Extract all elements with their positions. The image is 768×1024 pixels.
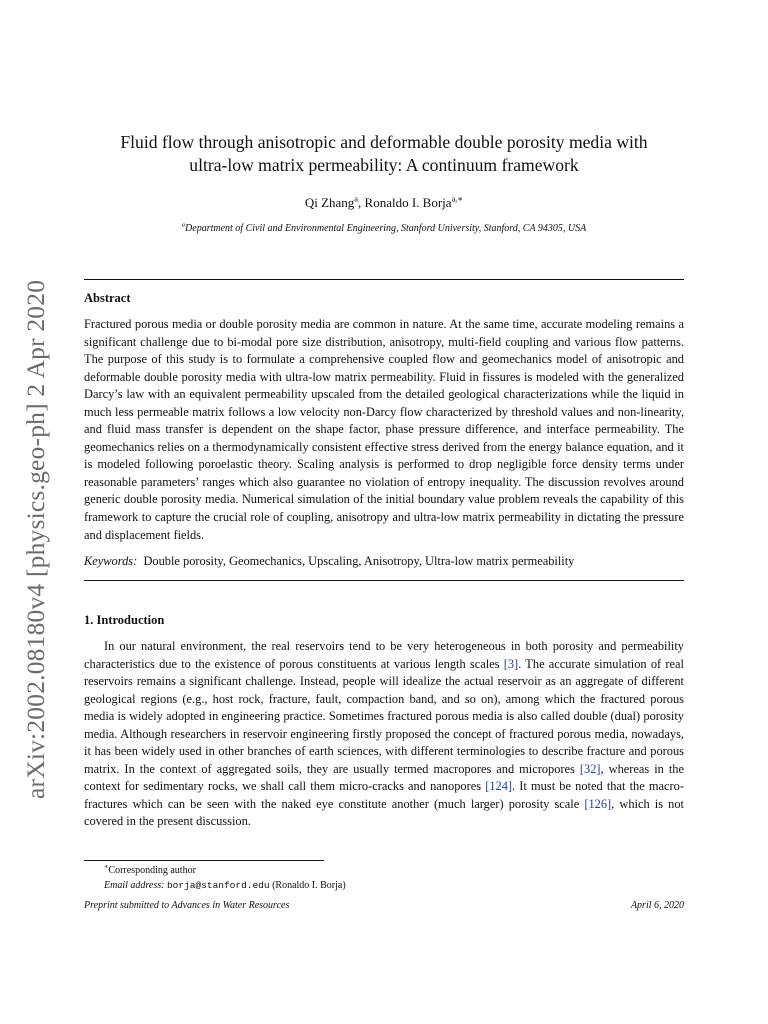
citation-link[interactable]: [124] <box>485 779 513 794</box>
author-affiliation-mark: a <box>354 193 359 204</box>
preprint-date: April 6, 2020 <box>630 900 684 911</box>
affiliation-text: Department of Civil and Environmental Engineering, Stanford University, Stanford, CA 94305, USA <box>185 223 587 234</box>
affiliation-mark: a <box>181 221 186 229</box>
abstract-bottom-rule <box>84 580 684 581</box>
keywords-label: Keywords: <box>84 554 138 568</box>
preprint-note: Preprint submitted to Advances in Water Resources <box>84 900 290 911</box>
email-owner: (Ronaldo I. Borja) <box>272 879 346 891</box>
footnote-rule <box>84 860 324 861</box>
citation-link[interactable]: [32] <box>579 761 601 776</box>
author-list <box>84 195 684 211</box>
footnote <box>104 864 346 893</box>
author-affiliation-mark: a,∗ <box>451 193 464 204</box>
section-heading-introduction: 1. Introduction <box>84 613 165 627</box>
email-line <box>104 879 346 894</box>
body-text: . It must be noted that the macro-fractures which can be seen with the naked eye constitute another (much larger) porosity scale <box>84 779 684 811</box>
email-label: Email address: <box>104 879 165 891</box>
title-line-2: ultra-low matrix permeability: A continuum framework <box>189 155 579 175</box>
body-text: , whereas in the context for sedimentary rocks, we shall call them micro-cracks and nanopores <box>84 761 684 794</box>
body-text: , which is not covered in the present discussion. <box>84 796 684 829</box>
affiliation <box>84 223 684 234</box>
abstract-heading: Abstract <box>84 291 131 305</box>
arxiv-identifier-stamp: arXiv:2002.08180v4 [physics.geo-ph] 2 Apr 2020 <box>21 279 50 799</box>
author-separator: , <box>358 195 365 210</box>
keywords <box>84 553 684 570</box>
body-text: In our natural environment, the real reservoirs tend to be very heterogeneous in both porosity and permeability characteristics due to the existence of porous constituents at various length scales <box>84 639 684 671</box>
footnote-marker: ∗ <box>104 863 109 871</box>
corresponding-author-note <box>104 864 346 879</box>
author-name: Qi Zhang <box>304 195 355 210</box>
email-address[interactable]: borja@stanford.edu <box>166 879 270 891</box>
author-name: Ronaldo I. Borja <box>364 195 452 210</box>
citation-link[interactable]: [3] <box>503 656 519 671</box>
keywords-text: Double porosity, Geomechanics, Upscaling, Anisotropy, Ultra-low matrix permeability <box>143 554 575 568</box>
citation-link[interactable]: [126] <box>584 796 612 811</box>
abstract-top-rule <box>84 279 684 280</box>
introduction-paragraph <box>84 638 684 831</box>
abstract-text: Fractured porous media or double porosity media are common in nature. At the same time, accurate modeling remains a significant challenge due to bi-modal pore size distribution, anisotropy, multi-field coupling and various flow patterns. The purpose of this study is to formulate a comprehensive coupled flow and geomechanics model of anisotropic and deformable double porosity media with ultra-low matrix permeability. Fluid in fissures is modeled with the generalized Darcy’s law with an equivalent permeability upscaled from the detailed geological characterizations while the liquid in much less permeable matrix follows a low velocity non-Darcy flow characterized by threshold values and non-linearity, and fluid mass transfer is dependent on the shape factor, phase pressure difference, and interface permeability. The geomechanics relies on a thermodynamically consistent effective stress derived from the energy balance equation, and it is modeled following poroelastic theory. Scaling analysis is performed to drop negligible force density terms under reasonable parameters’ ranges which also guarantee no violation of entropy inequality. The discussion revolves around generic double porosity media. Numerical simulation of the initial boundary value problem reveals the capability of this framework to capture the crucial role of coupling, anisotropy and ultra-low matrix permeability in dictating the pressure and displacement fields. <box>84 317 684 542</box>
body-text: . The accurate simulation of real reservoirs remains a significant challenge. Instead, people will idealize the actual reservoir as an aggregate of different geological regions (e.g., host rock, fracture, fault, compaction band, and so on), among which the fractured porous media is widely adopted in engineering practice. Sometimes fractured porous media is also called double (dual) porosity media. Although researchers in reservoir engineering firstly proposed the concept of fractured porous media, nowadays, it has been widely used in other branches of earth sciences, with different terminologies to describe fracture and porous matrix. In the context of aggregated soils, they are usually termed macropores and micropores <box>84 656 684 776</box>
paper-title <box>84 131 684 177</box>
corresponding-author-text: Corresponding author <box>108 865 196 876</box>
title-line-1: Fluid flow through anisotropic and deformable double porosity media with <box>120 132 648 152</box>
